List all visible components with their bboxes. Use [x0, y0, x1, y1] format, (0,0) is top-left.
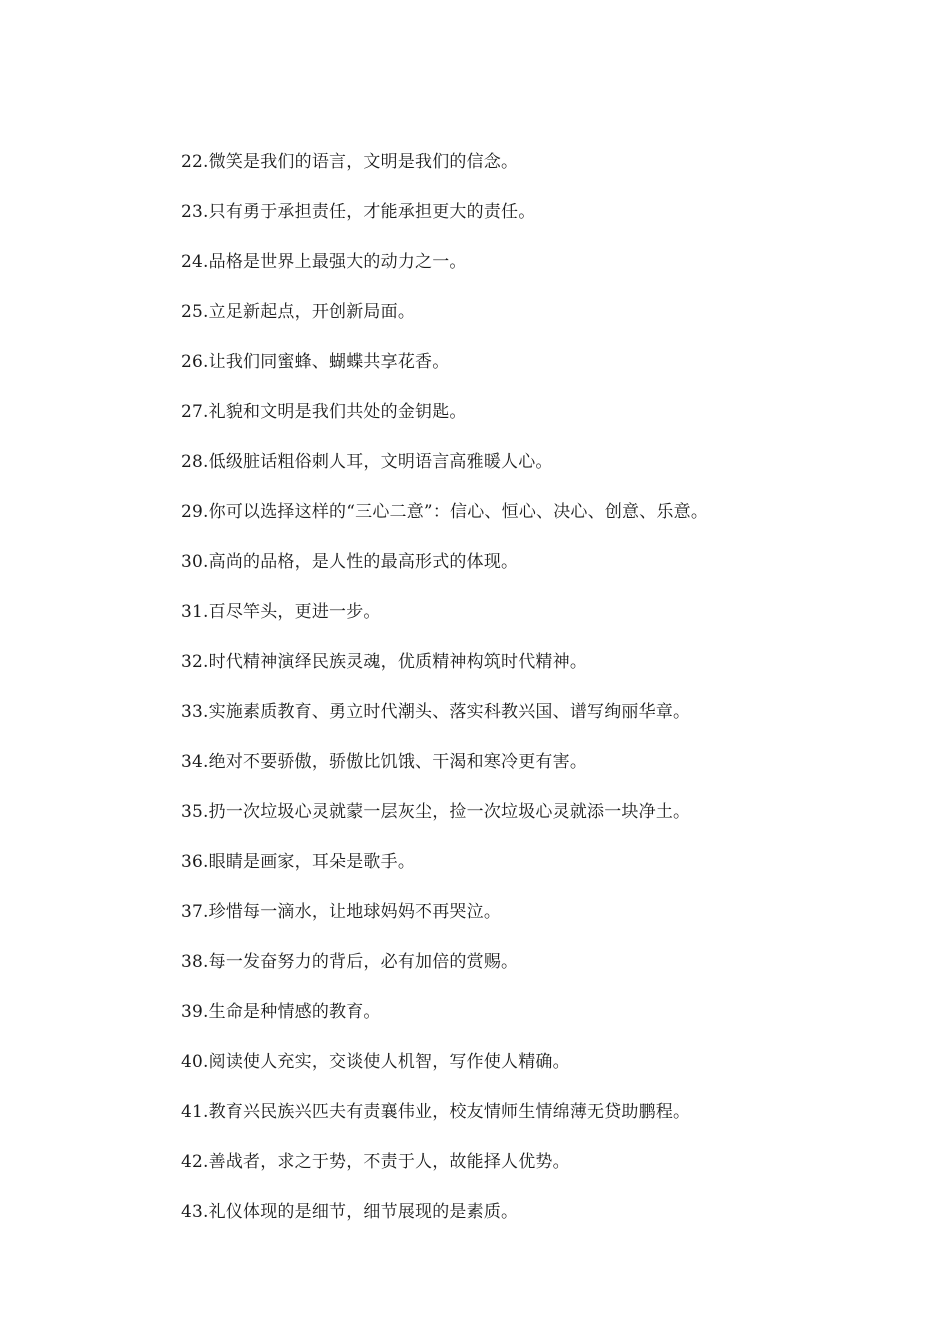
list-item: 27.礼貌和文明是我们共处的金钥匙。 — [181, 402, 467, 422]
slogan-list — [181, 148, 921, 1248]
list-item: 38.每一发奋努力的背后，必有加倍的赏赐。 — [181, 952, 519, 972]
list-item: 25.立足新起点，开创新局面。 — [181, 302, 416, 322]
list-item: 32.时代精神演绎民族灵魂，优质精神构筑时代精神。 — [181, 652, 588, 672]
list-item: 30.高尚的品格，是人性的最高形式的体现。 — [181, 552, 519, 572]
list-item: 28.低级脏话粗俗刺人耳，文明语言高雅暖人心。 — [181, 452, 553, 472]
list-item: 43.礼仪体现的是细节，细节展现的是素质。 — [181, 1202, 519, 1222]
list-item: 41.教育兴民族兴匹夫有责襄伟业，校友情师生情绵薄无贷助鹏程。 — [181, 1102, 691, 1122]
list-item: 36.眼睛是画家，耳朵是歌手。 — [181, 852, 416, 872]
list-item: 40.阅读使人充实，交谈使人机智，写作使人精确。 — [181, 1052, 570, 1072]
list-item: 31.百尽竿头，更进一步。 — [181, 602, 381, 622]
list-item: 26.让我们同蜜蜂、蝴蝶共享花香。 — [181, 352, 450, 372]
list-item: 34.绝对不要骄傲，骄傲比饥饿、干渴和寒冷更有害。 — [181, 752, 588, 772]
list-item: 23.只有勇于承担责任，才能承担更大的责任。 — [181, 202, 536, 222]
list-item: 35.扔一次垃圾心灵就蒙一层灰尘，捡一次垃圾心灵就添一块净土。 — [181, 802, 691, 822]
list-item: 29.你可以选择这样的“三心二意”：信心、恒心、决心、创意、乐意。 — [181, 502, 709, 522]
list-item: 24.品格是世界上最强大的动力之一。 — [181, 252, 467, 272]
list-item: 37.珍惜每一滴水，让地球妈妈不再哭泣。 — [181, 902, 502, 922]
list-item: 33.实施素质教育、勇立时代潮头、落实科教兴国、谱写绚丽华章。 — [181, 702, 691, 722]
list-item: 42.善战者，求之于势，不责于人，故能择人优势。 — [181, 1152, 570, 1172]
list-item: 39.生命是种情感的教育。 — [181, 1002, 381, 1022]
list-item: 22.微笑是我们的语言，文明是我们的信念。 — [181, 152, 519, 172]
